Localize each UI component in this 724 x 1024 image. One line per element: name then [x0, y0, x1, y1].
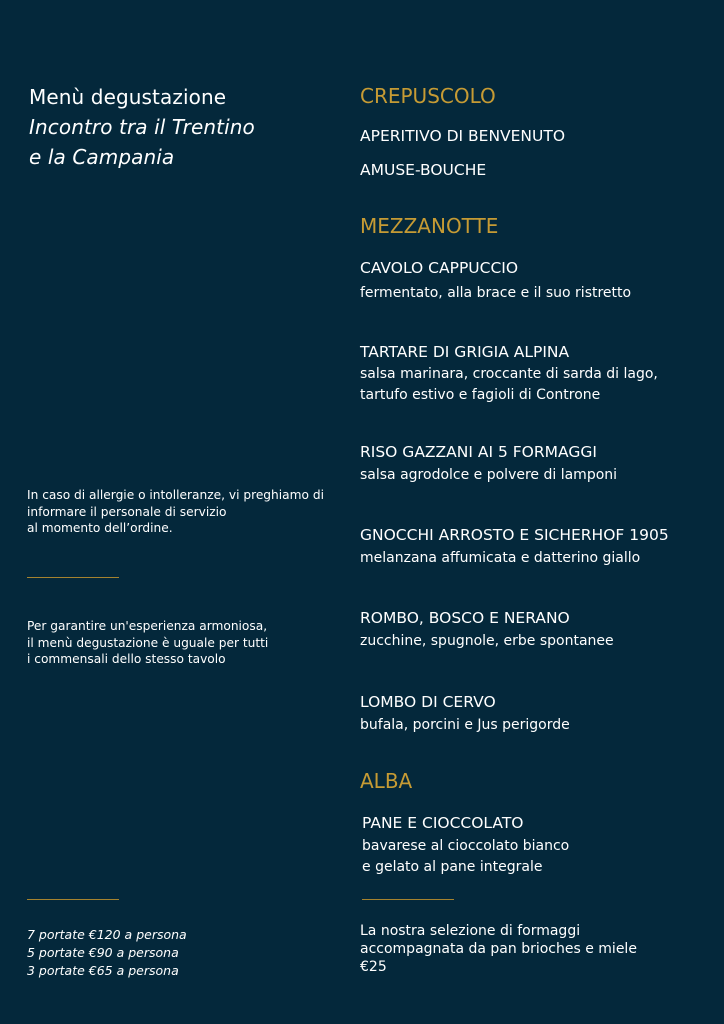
cheese-selection: [360, 922, 637, 976]
dish-name: CAVOLO CAPPUCCIO: [360, 259, 519, 277]
cheese-line: La nostra selezione di formaggi: [360, 923, 581, 939]
dish-item: [360, 607, 614, 652]
dish-item: [362, 812, 569, 878]
dish-description: zucchine, spugnole, erbe spontanee: [360, 633, 614, 649]
dish-item: [360, 524, 669, 569]
allergy-note: [27, 487, 324, 537]
dish-item: [360, 441, 617, 486]
menu-subtitle-line-2: e la Campania: [29, 145, 175, 169]
allergy-note-line: al momento dell’ordine.: [27, 521, 173, 535]
harmony-note: [27, 618, 268, 668]
dish-item: [360, 341, 658, 406]
dish-name: PANE E CIOCCOLATO: [362, 814, 524, 832]
harmony-note-line: i commensali dello stesso tavolo: [27, 652, 226, 666]
divider: [362, 899, 454, 900]
harmony-note-line: il menù degustazione è uguale per tutti: [27, 635, 269, 650]
dish-name: APERITIVO DI BENVENUTO: [360, 127, 566, 145]
section-title-alba: ALBA: [360, 769, 413, 793]
menu-subtitle-line-1: Incontro tra il Trentino: [29, 115, 255, 139]
dish-description: salsa agrodolce e polvere di lamponi: [360, 467, 618, 483]
price-3-courses: 3 portate €65 a persona: [27, 963, 179, 978]
divider: [27, 899, 119, 900]
dish-description: fermentato, alla brace e il suo ristretto: [360, 285, 632, 301]
price-list: [27, 926, 187, 980]
dish-name: GNOCCHI ARROSTO E SICHERHOF 1905: [360, 526, 669, 544]
dish-name: AMUSE-BOUCHE: [360, 161, 487, 179]
price-7-courses: 7 portate €120 a persona: [27, 927, 187, 942]
dish-item: [360, 691, 570, 736]
dish-description: salsa marinara, croccante di sarda di lago,: [360, 366, 658, 382]
section-title-crepuscolo: CREPUSCOLO: [360, 84, 496, 108]
dish-name: LOMBO DI CERVO: [360, 693, 496, 711]
dish-description: bufala, porcini e Jus perigorde: [360, 717, 570, 733]
dish-item: [360, 257, 631, 304]
menu-title: Menù degustazione: [29, 85, 227, 109]
dish-description: melanzana affumicata e datterino giallo: [360, 550, 641, 566]
allergy-note-line: In caso di allergie o intolleranze, vi preghiamo di: [27, 488, 324, 502]
dish-name: RISO GAZZANI AI 5 FORMAGGI: [360, 443, 597, 461]
dish-name: TARTARE DI GRIGIA ALPINA: [360, 343, 570, 361]
price-5-courses: 5 portate €90 a persona: [27, 945, 179, 960]
cheese-price: €25: [360, 959, 387, 975]
section-title-mezzanotte: MEZZANOTTE: [360, 214, 499, 238]
harmony-note-line: Per garantire un'esperienza armoniosa,: [27, 619, 268, 633]
dish-description: bavarese al cioccolato bianco: [362, 838, 570, 854]
dish-description: tartufo estivo e fagioli di Controne: [360, 387, 601, 403]
cheese-line: accompagnata da pan brioches e miele: [360, 941, 637, 957]
dish-name: ROMBO, BOSCO E NERANO: [360, 609, 570, 627]
dish-description: e gelato al pane integrale: [362, 859, 543, 875]
divider: [27, 577, 119, 578]
allergy-note-line: informare il personale di servizio: [27, 504, 227, 519]
